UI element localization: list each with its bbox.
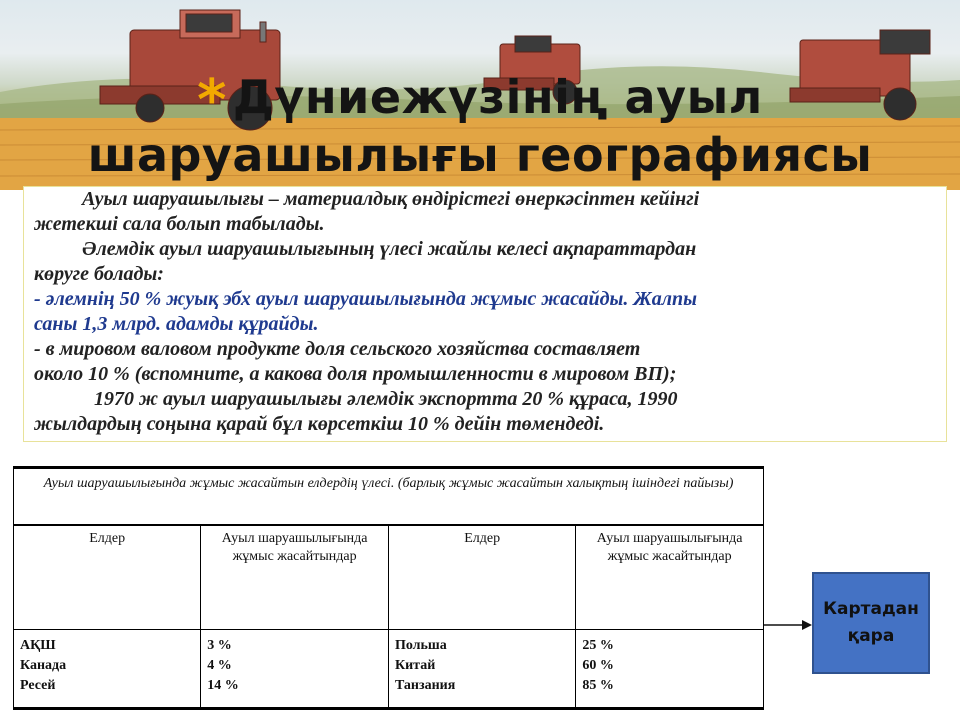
value-canada: 4 % bbox=[207, 658, 232, 673]
intro-p4-line1: - в мировом валовом продукте доля сельского хозяйства составляет bbox=[34, 338, 641, 360]
header-countries-right: Елдер bbox=[388, 525, 575, 630]
intro-p5-line1: 1970 ж ауыл шаруашылығы әлемдік экспортта 20 % құраса, 1990 bbox=[94, 388, 678, 410]
value-poland: 25 % bbox=[582, 638, 614, 653]
country-canada: Канада bbox=[20, 658, 67, 673]
cell-countries-right bbox=[388, 630, 575, 709]
cell-values-left bbox=[201, 630, 389, 709]
country-russia: Ресей bbox=[20, 678, 56, 693]
intro-p2-line2: көруге болады: bbox=[34, 263, 164, 285]
see-map-button[interactable] bbox=[812, 572, 930, 674]
cell-countries-left bbox=[14, 630, 201, 709]
see-map-button-line1: Картадан bbox=[823, 599, 919, 619]
see-map-button-line2: қара bbox=[847, 626, 895, 646]
country-tanzania: Танзания bbox=[394, 678, 456, 693]
header-countries-left: Елдер bbox=[14, 525, 201, 630]
star-bullet-icon: * bbox=[197, 68, 227, 133]
header-share-right: Ауыл шаруашылығында жұмыс жасайтындар bbox=[576, 525, 764, 630]
arrow-right-icon bbox=[764, 618, 814, 632]
intro-text-box bbox=[23, 186, 947, 442]
header-share-left: Ауыл шаруашылығында жұмыс жасайтындар bbox=[201, 525, 389, 630]
value-usa: 3 % bbox=[207, 638, 232, 653]
table-row bbox=[14, 630, 764, 709]
slide-title-line-2: шаруашылығы географиясы bbox=[87, 128, 873, 182]
header-banner bbox=[0, 0, 960, 190]
intro-p3-line2: саны 1,3 млрд. адамды құрайды. bbox=[34, 313, 319, 335]
intro-p4-line2: около 10 % (вспомните, а какова доля промышленности в мировом ВП); bbox=[34, 363, 677, 385]
country-china: Китай bbox=[394, 658, 436, 673]
intro-p1-line1: Ауыл шаруашылығы – материалдық өндірістегі өнеркәсіптен кейінгі bbox=[82, 188, 700, 210]
intro-p2-line1: Әлемдік ауыл шаруашылығының үлесі жайлы келесі ақпараттардан bbox=[82, 238, 697, 260]
value-china: 60 % bbox=[582, 658, 614, 673]
country-poland: Польша bbox=[394, 638, 447, 653]
value-russia: 14 % bbox=[207, 678, 239, 693]
title-text-1: Дүниежүзінің ауыл bbox=[232, 70, 763, 124]
cell-values-right bbox=[576, 630, 764, 709]
table-caption: Ауыл шаруашылығында жұмыс жасайтын елдердің үлесі. (барлық жұмыс жасайтын халықтың ішіндегі пайызы) bbox=[14, 468, 764, 526]
agriculture-employment-table bbox=[13, 466, 764, 710]
intro-p1-line2: жетекші сала болып табылады. bbox=[34, 213, 325, 235]
intro-p5-line2: жылдардың соңына қарай бұл көрсеткіш 10 % дейін төмендеді. bbox=[34, 413, 605, 435]
value-tanzania: 85 % bbox=[582, 678, 614, 693]
slide-title-line-1 bbox=[0, 62, 960, 133]
country-usa: АҚШ bbox=[20, 638, 56, 653]
table-header-row bbox=[14, 525, 764, 630]
intro-p3-line1: - әлемнің 50 % жуық эбх ауыл шаруашылығында жұмыс жасайды. Жалпы bbox=[34, 288, 698, 310]
